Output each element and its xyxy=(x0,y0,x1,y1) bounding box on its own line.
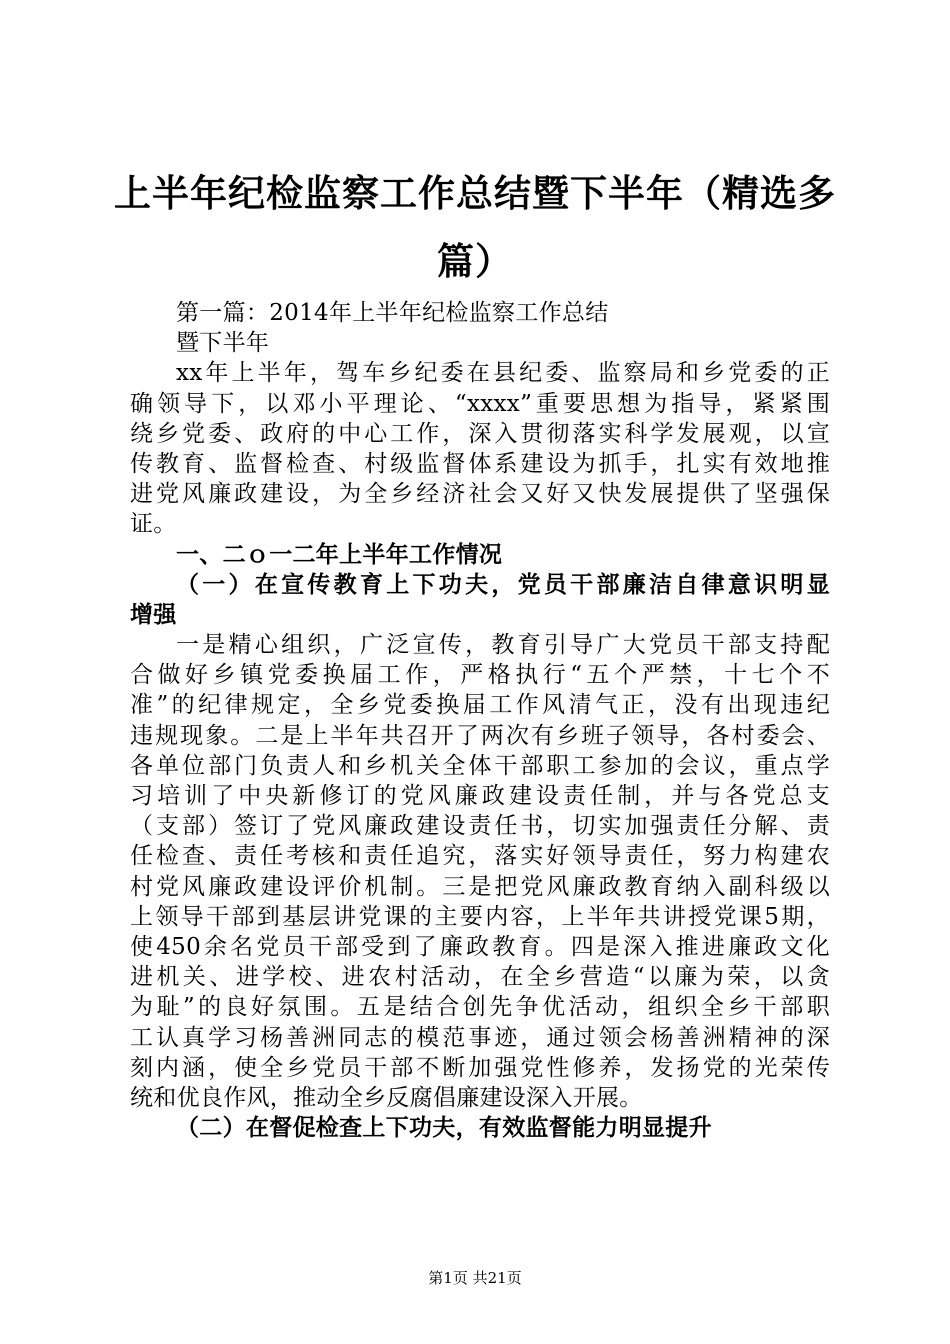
paragraph-line: 暨下半年 xyxy=(176,330,270,357)
paragraph-line: 传教育、监督检查、村级监督体系建设为抓手，扎实有效地推 xyxy=(130,450,830,477)
section-heading-line: 一、二ｏ一二年上半年工作情况 xyxy=(176,541,503,568)
section-heading-line: （二）在督促检查上下功夫，有效监督能力明显提升 xyxy=(176,1115,712,1142)
section-heading-line: （一）在宣传教育上下功夫，党员干部廉洁自律意识明显 xyxy=(176,571,830,598)
paragraph-line: 刻内涵，使全乡党员干部不断加强党性修养，发扬党的光荣传 xyxy=(130,1054,830,1081)
paragraph-line: 确领导下，以邓小平理论、“xxxx”重要思想为指导，紧紧围 xyxy=(130,390,830,417)
paragraph-line: 使450余名党员干部受到了廉政教育。四是深入推进廉政文化 xyxy=(130,933,830,960)
paragraph-line: 村党风廉政建设评价机制。三是把党风廉政教育纳入副科级以 xyxy=(130,873,830,900)
paragraph-line: 统和优良作风，推动全乡反腐倡廉建设深入开展。 xyxy=(130,1084,643,1111)
paragraph-line: 准”的纪律规定，全乡党委换届工作风清气正，没有出现违纪 xyxy=(130,692,830,719)
paragraph-line: 工认真学习杨善洲同志的模范事迹，通过领会杨善洲精神的深 xyxy=(130,1024,830,1051)
section-heading-line: 增强 xyxy=(130,601,177,628)
paragraph-line: 绕乡党委、政府的中心工作，深入贯彻落实科学发展观，以宣 xyxy=(130,420,830,447)
paragraph-line: 进机关、进学校、进农村活动，在全乡营造“以廉为荣，以贪 xyxy=(130,964,830,991)
title-line-1: 上半年纪检监察工作总结暨下半年（精选多 xyxy=(114,172,836,215)
paragraph-line: 违规现象。二是上半年共召开了两次有乡班子领导，各村委会、 xyxy=(130,722,830,749)
paragraph-line: 合做好乡镇党委换届工作，严格执行“五个严禁，十七个不 xyxy=(130,662,830,689)
paragraph-line: 证。 xyxy=(130,511,177,538)
paragraph-line: 上领导干部到基层讲党课的主要内容，上半年共讲授党课5期， xyxy=(130,903,830,930)
paragraph-line: 各单位部门负责人和乡机关全体干部职工参加的会议，重点学 xyxy=(130,752,830,779)
paragraph-line: （支部）签订了党风廉政建设责任书，切实加强责任分解、责 xyxy=(130,813,830,840)
paragraph-line: 习培训了中央新修订的党风廉政建设责任制，并与各党总支 xyxy=(130,783,830,809)
paragraph-line: xx年上半年，驾车乡纪委在县纪委、监察局和乡党委的正 xyxy=(176,360,830,387)
paragraph-line: 第一篇：2014年上半年纪检监察工作总结 xyxy=(176,300,609,326)
paragraph-line: 为耻”的良好氛围。五是结合创先争优活动，组织全乡干部职 xyxy=(130,994,830,1021)
paragraph-line: 进党风廉政建设，为全乡经济社会又好又快发展提供了坚强保 xyxy=(130,481,830,508)
paragraph-line: 一是精心组织，广泛宣传，教育引导广大党员干部支持配 xyxy=(176,632,830,659)
document-body xyxy=(130,298,830,1143)
document-title xyxy=(110,160,840,296)
page-footer: 第1页 共21页 xyxy=(428,1269,522,1287)
title-line-2: 篇） xyxy=(437,240,513,283)
paragraph-line: 任检查、责任考核和责任追究，落实好领导责任，努力构建农 xyxy=(130,843,830,870)
